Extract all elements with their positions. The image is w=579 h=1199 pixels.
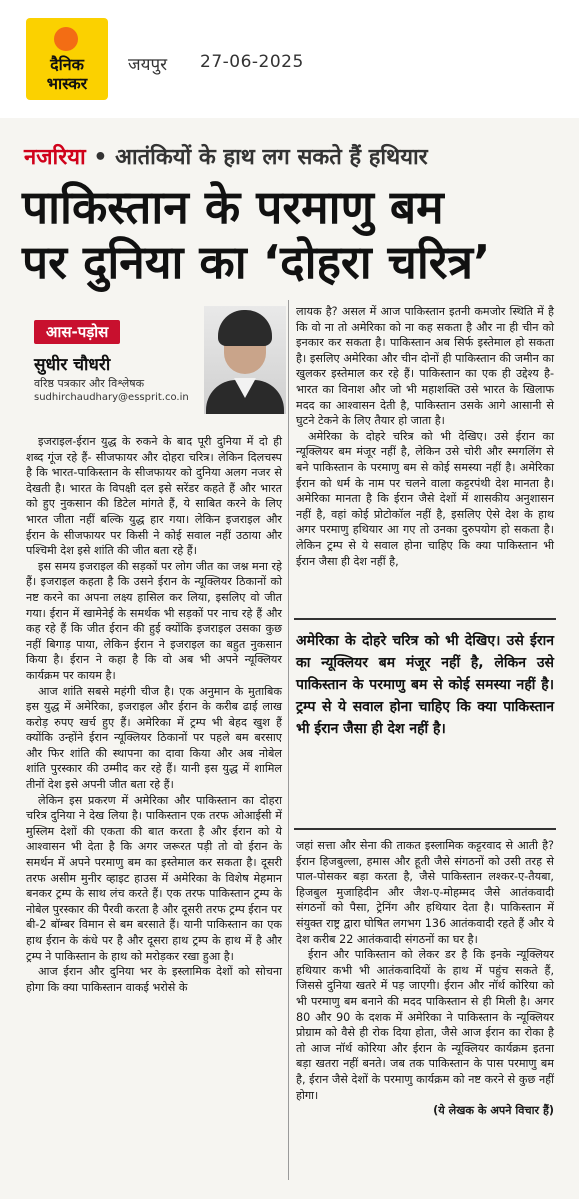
paragraph: लायक है? असल में आज पाकिस्तान इतनी कमजोर स्थिति में है कि वो ना तो अमेरिका को ना कह सकता है और ना ही चीन को इनकार कर सकता है। पाकिस्तान अब सिर्फ इस्तेमाल हो सकता है। इसलिए अमेरिका और चीन दोनों ही पाकिस्तान की जमीन का खुलकर इस्तेमाल कर रहे हैं। पाकिस्तान का एक ही उद्देश्य है- भारत का विनाश और जो भी महाशक्ति उसे भारत के खिलाफ मदद का आश्वासन देती है, पाकिस्तान उसके आगे आसानी से घुटने टेकने के लिए तैयार हो जाता है। <box>296 305 554 428</box>
paragraph: इजराइल-ईरान युद्ध के रुकने के बाद पूरी दुनिया में दो ही शब्द गूंज रहे हैं- सीजफायर और दोहरा चरित्र। लेकिन दिलचस्प है कि भारत-पाकिस्तान के सीजफायर को दुनिया अलग नजर से देखती है। भारत के विपक्षी दल इसे सरेंडर कहते हैं और भारत को हुए नुकसान की डिटेल मांगते हैं, ये साबित करने के लिए भारत जीता नहीं बल्कि युद्ध हार गया। लेकिन इजराइल और ईरान के सीजफायर पर किसी ने कोई सवाल नहीं उठाया और पश्चिमी देश इसे शांति की जीत बता रहे हैं। <box>26 435 282 558</box>
headline-line-1: पाकिस्तान के परमाणु बम <box>22 180 444 234</box>
left-column <box>26 434 282 995</box>
paragraph: लेकिन इस प्रकरण में अमेरिका और पाकिस्तान का दोहरा चरित्र दुनिया ने देख लिया है। पाकिस्तान एक तरफ ओआईसी में मुस्लिम देशों की एकता की बात करता है और ईरान को ये आश्वासन भी देता है कि अगर जरूरत पड़ी तो वो ईरान के समर्थन में अपने परमाणु बम का इस्तेमाल कर सकता है। दूसरी तरफ असीम मुनीर व्हाइट हाउस में अमेरिका के विशेष मेहमान बनकर ट्रम्प के साथ लंच करते हैं। एक तरफ पाकिस्तान ट्रम्प के नोबेल पुरस्कार की पैरवी करता है और दूसरी तरफ ट्रम्प ईरान पर बी-2 बॉम्बर विमान से बम बरसाते हैं। यानी पाकिस्तान का एक हाथ ईरान के कंधे पर है और दूसरा हाथ ट्रम्प के हाथ में है और ट्रम्प ने पाकिस्तान के हाथ को मरोड़कर रखा हुआ है। <box>26 793 282 963</box>
pull-quote <box>294 618 556 830</box>
column-divider <box>288 300 289 1180</box>
paragraph: आज शांति सबसे महंगी चीज है। एक अनुमान के मुताबिक इस युद्ध में अमेरिका, इजराइल और ईरान के करीब ढाई लाख करोड़ रुपए खर्च हुए हैं। अमेरिका में ट्रम्प भी बेहद खुश हैं क्योंकि उन्होंने ईरान न्यूक्लियर ठिकानों पर पहले बम बरसाए और फिर शांति की स्थापना का दावा किया और अब नोबेल शांति पुरस्कार की उम्मीद कर रहे हैं। यानी इस युद्ध में शामिल तीनों देश इसे अपनी जीत बता रहे हैं। <box>26 684 282 792</box>
paragraph: जहां सत्ता और सेना की ताकत इस्लामिक कट्टरवाद से आती है? ईरान हिजबुल्ला, हमास और हूती जैसे संगठनों को उसी तरह से पाल-पोसकर बड़ा करता है, जैसे पाकिस्तान लश्कर-ए-तैयबा, हिजबुल मुजाहिदीन और जैश-ए-मोहम्मद जैसे आतंकवादी संगठनों को पैसा, ट्रेनिंग और हथियार देता है। पाकिस्तान में संयुक्त राष्ट्र द्वारा घोषित लगभग 136 आतंकवादी रहते हैं और ये देश करीब 22 आतंकवादी संगठनों का घर है। <box>296 839 554 946</box>
dainik-bhaskar-logo <box>26 18 108 100</box>
paragraph: ईरान और पाकिस्तान को लेकर डर है कि इनके न्यूक्लियर हथियार कभी भी आतंकवादियों के हाथ में पहुंच सकते हैं, जिससे दुनिया खतरे में पड़ जाएगी। ईरान और नॉर्थ कोरिया को भी परमाणु बम बनाने की मदद पाकिस्तान से ही मिली है। अगर 80 और 90 के दशक में अमेरिका ने पाकिस्तान के न्यूक्लियर प्रोग्राम को वैसे ही रोक दिया होता, जैसे आज ईरान का रोका है तो आज नॉर्थ कोरिया और ईरान के न्यूक्लियर कार्यक्रम इतना बड़ा खतरा नहीं बनते। जब तक पाकिस्तान के पास परमाणु बम है, ईरान जैसे देशों के परमाणु कार्यक्रम को नष्ट करने से कुछ नहीं होगा। <box>296 948 554 1102</box>
author-photo <box>204 306 286 414</box>
end-note: (ये लेखक के अपने विचार हैं) <box>433 1104 554 1118</box>
kicker-text: • आतंकियों के हाथ लग सकते हैं हथियार <box>93 145 428 170</box>
headline-line-2: पर दुनिया का ‘दोहरा चरित्र’ <box>22 235 491 289</box>
byline <box>22 306 284 416</box>
kicker-label: नजरिया <box>24 145 86 170</box>
right-column-bottom <box>296 838 554 1119</box>
logo-line-1: दैनिक <box>50 55 84 74</box>
right-column-top <box>296 304 554 569</box>
paragraph: इस समय इजराइल की सड़कों पर लोग जीत का जश्न मना रहे हैं। इजराइल कहता है कि उसने ईरान के न्यूक्लियर ठिकानों को नष्ट करने का अपना लक्ष्य हासिल कर लिया, इसलिए वो जीत गया। ईरान में खामेनेई के समर्थक भी सड़कों पर नाच रहे हैं और कह रहे हैं कि जीत ईरान की हुई क्योंकि इजराइल उसका कुछ नहीं बिगाड़ पाया, लेकिन ईरान ने इजराइल का बहुत नुकसान किया है। ईरान ने कहा है कि वो अब भी अपने न्यूक्लियर कार्यक्रम पर कायम है। <box>26 559 282 682</box>
paragraph: अमेरिका के दोहरे चरित्र को भी देखिए। उसे ईरान का न्यूक्लियर बम मंजूर नहीं है, लेकिन उसे चोरी और स्मगलिंग से बने पाकिस्तान के परमाणु बम से कोई समस्या नहीं है। अमेरिका ईरान को धर्म के नाम पर चलने वाला कट्टरपंथी देश मानता है। अमेरिका मानता है कि ईरान जैसे देशों में शासकीय अनुशासन नहीं है, वहां कोई प्रोटोकॉल नहीं है, इसलिए ऐसे देश के हाथ अगर परमाणु हथियार आ गए तो उनका दुरुपयोग हो सकता है। लेकिन ट्रम्प से ये सवाल होना चाहिए कि क्या पाकिस्तान भी ईरान जैसा ही देश नहीं है, <box>296 429 554 568</box>
edition-city: जयपुर <box>128 55 168 75</box>
pull-quote-text: अमेरिका के दोहरे चरित्र को भी देखिए। उसे ईरान का न्यूक्लियर बम मंजूर नहीं है, लेकिन उसे पाकिस्तान के परमाणु बम से कोई समस्या नहीं है। ट्रम्प से ये सवाल होना चाहिए कि क्या पाकिस्तान भी ईरान जैसा ही देश नहीं है। <box>296 633 554 737</box>
author-role: वरिष्ठ पत्रकार और विश्लेषक <box>34 377 145 390</box>
masthead <box>0 0 579 118</box>
kicker <box>24 143 428 173</box>
paragraph: आज ईरान और दुनिया भर के इस्लामिक देशों को सोचना होगा कि क्या पाकिस्तान वाकई भरोसे के <box>26 965 282 994</box>
author-name: सुधीर चौधरी <box>34 355 111 375</box>
column-tag: आस-पड़ोस <box>34 320 120 344</box>
edition-date: 27-06-2025 <box>200 52 304 72</box>
logo-line-2: भास्कर <box>46 74 88 93</box>
sun-icon <box>54 27 78 51</box>
headline <box>22 180 562 290</box>
author-email: sudhirchaudhary@essprit.co.in <box>34 392 189 403</box>
